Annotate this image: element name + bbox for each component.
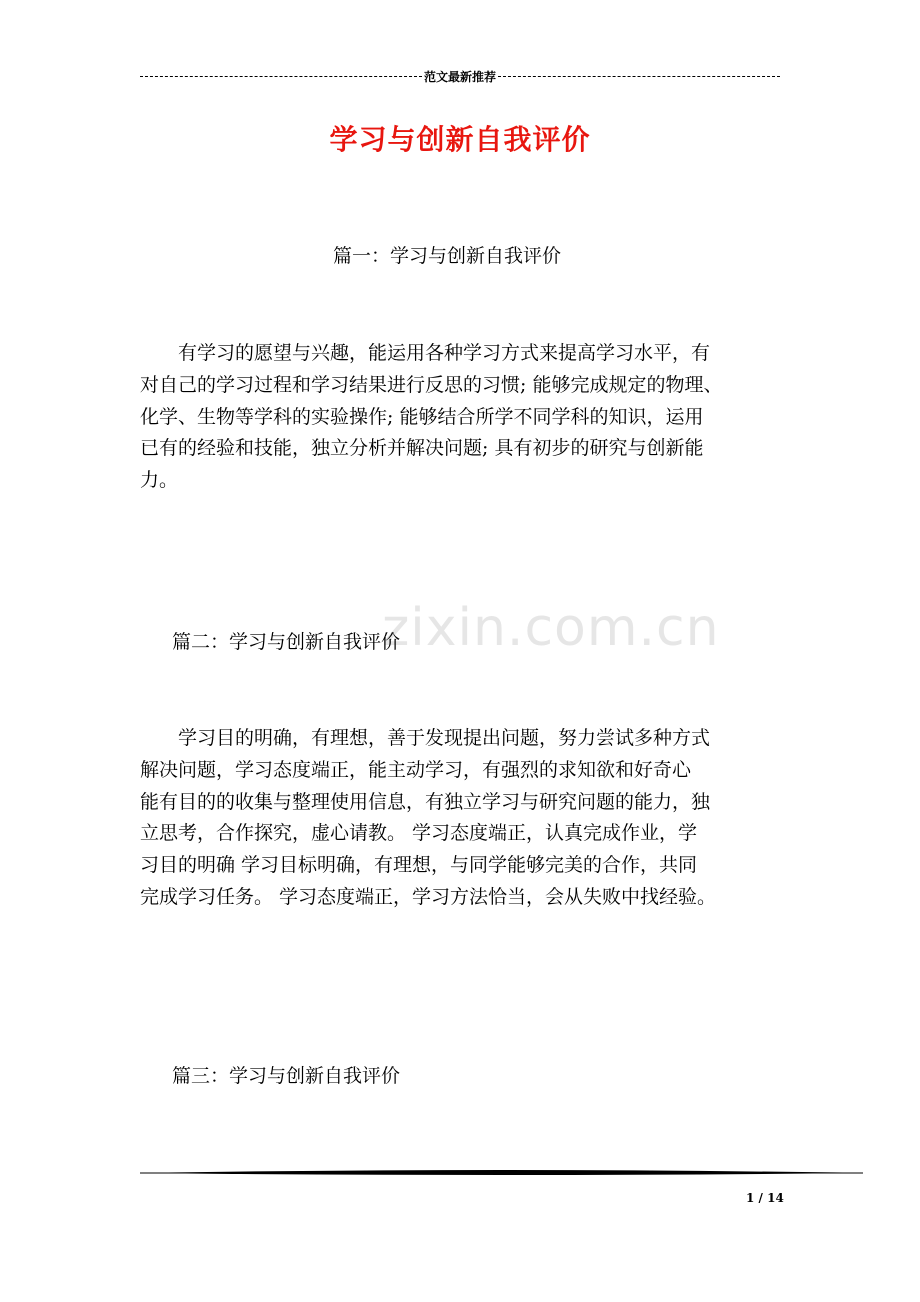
paragraph-line: 化学、生物等学科的实验操作; 能够结合所学不同学科的知识，运用 — [140, 405, 704, 428]
section-heading-1: 篇一：学习与创新自我评价 — [333, 245, 562, 267]
section-heading-2: 篇二：学习与创新自我评价 — [172, 631, 401, 653]
section-paragraph-2 — [140, 723, 790, 914]
header-dash-left — [140, 76, 422, 77]
section-paragraph-1 — [140, 338, 790, 497]
paragraph-line: 力。 — [140, 469, 179, 492]
header-dash-right — [498, 76, 780, 77]
paragraph-line: 学习目的明确，有理想，善于发现提出问题，努力尝试多种方式 — [140, 727, 711, 749]
paragraph-line: 对自己的学习过程和学习结果进行反思的习惯; 能够完成规定的物理、 — [140, 373, 723, 396]
paragraph-line: 能有目的的收集与整理使用信息，有独立学习与研究问题的能力，独 — [140, 790, 711, 813]
paragraph-line: 解决问题，学习态度端正，能主动学习，有强烈的求知欲和好奇心 — [140, 758, 692, 781]
header-label: 范文最新推荐 — [424, 69, 497, 84]
paragraph-line: 立思考，合作探究，虚心请教。 学习态度端正，认真完成作业，学 — [140, 822, 698, 845]
paragraph-line: 完成学习任务。 学习态度端正，学习方法恰当，会从失败中找经验。 — [140, 885, 717, 908]
page-number: 1 / 14 — [746, 1191, 784, 1205]
paragraph-line: 有学习的愿望与兴趣，能运用各种学习方式来提高学习水平，有 — [140, 342, 711, 364]
document-title: 学习与创新自我评价 — [329, 123, 591, 156]
footer-rule — [140, 1168, 863, 1178]
section-heading-3: 篇三：学习与创新自我评价 — [172, 1065, 401, 1087]
paragraph-line: 习目的明确 学习目标明确，有理想，与同学能够完美的合作，共同 — [140, 854, 698, 877]
paragraph-line: 已有的经验和技能，独立分析并解决问题; 具有初步的研究与创新能 — [140, 437, 704, 460]
watermark: zixin.com.cn — [382, 598, 720, 658]
page-header — [140, 66, 780, 86]
